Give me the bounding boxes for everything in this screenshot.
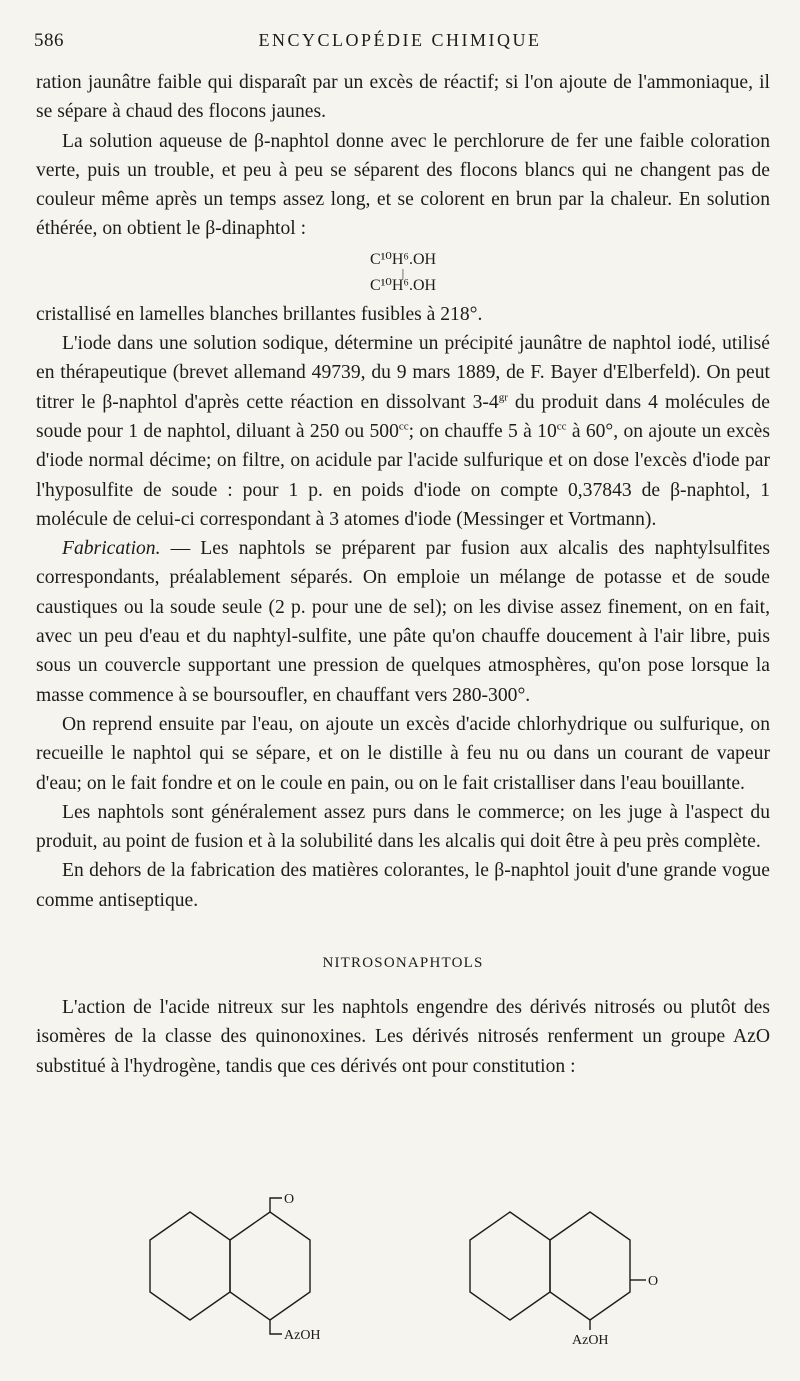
- running-head: ENCYCLOPÉDIE CHIMIQUE: [258, 30, 542, 50]
- paragraph-9: L'action de l'acide nitreux sur les naphtols engendre des dérivés nitrosés ou plutôt des isomères de la classe des quinonoxines. Les dérivés nitrosés renferment un groupe AzO substitué à l'hydrogène, tandis que ces dérivés ont pour constitution :: [36, 997, 770, 1077]
- paragraph-8: En dehors de la fabrication des matières colorantes, le β-naphtol jouit d'une grande vogue comme antiseptique.: [36, 860, 770, 911]
- right-ring-a: [470, 1212, 550, 1320]
- quinonoxime-structures: [120, 1180, 720, 1350]
- page-header: [0, 28, 800, 56]
- section-title: NITROSONAPHTOLS: [322, 955, 484, 972]
- left-o-bond: [270, 1198, 282, 1212]
- paragraph-4-part-b: du produit dans 4 molécules de soude pour 1 de naphtol, diluant à 250 ou 500: [36, 391, 770, 442]
- paragraph-7: Les naphtols sont généralement assez purs dans le commerce; on les juge à l'aspect du produit, au point de fusion et à la solubilité dans les alcalis qui doit être à peu près complète.: [36, 801, 770, 853]
- paragraph-5: [36, 534, 770, 710]
- formula-line-2: C¹⁰H⁶.OH: [369, 276, 437, 294]
- unit-cc-2: cc: [556, 420, 567, 433]
- paragraph-4: [36, 329, 770, 534]
- page-number: 586: [34, 30, 64, 51]
- paragraph-3: cristallisé en lamelles blanches brillantes fusibles à 218°.: [36, 303, 483, 325]
- structure-diagram: [120, 1180, 720, 1350]
- formula-line-1: C¹⁰H⁶.OH: [369, 250, 437, 268]
- paragraph-4-part-c: ; on chauffe 5 à 10: [408, 420, 557, 442]
- unit-gr: gr: [498, 391, 508, 404]
- paragraph-6: On reprend ensuite par l'eau, on ajoute un excès d'acide chlorhydrique ou sulfurique, on recueille le naphtol qui se sépare, et on le distille à feu nu ou dans un courant de vapeur d'eau; on le fait fondre et on le coule en pain, ou on le fait cristalliser dans l'eau bouillante.: [36, 713, 770, 794]
- left-o-label: O: [284, 1192, 295, 1207]
- dinaphtol-formula: [36, 250, 770, 296]
- paragraph-2: La solution aqueuse de β-naphtol donne avec le perchlorure de fer une faible coloration verte, puis un trouble, et peu à peu se séparent des flocons blancs qui ne changent pas de couleur même après un temps assez long, et se colorent en brun par la chaleur. En solution éthérée, on obtient le β-dinaphtol :: [36, 130, 770, 240]
- formula-bond: |: [401, 265, 405, 280]
- right-o-label: O: [648, 1274, 659, 1289]
- unit-cc-1: cc: [398, 420, 409, 433]
- paragraph-4-part-d: à 60°, on ajoute un excès d'iode normal décime; on filtre, on acidule par l'acide sulfurique et on dose l'excès d'iode par l'hyposulfite de soude : pour 1 p. en poids d'iode on compte 0,37843 de β-naphtol, 1 molécule de celui-ci correspondant à 3 atomes d'iode (Messinger et Vortmann).: [36, 420, 770, 530]
- right-ring-b: [550, 1212, 630, 1320]
- body-text: [36, 68, 770, 1081]
- paragraph-5-text: — Les naphtols se préparent par fusion aux alcalis des naphtylsulfites correspondants, préalablement séparés. On emploie un mélange de potasse et de soude caustiques ou la soude seule (2 p. pour une de sel); on les divise assez finement, on en fait, avec un peu d'eau et du naphtyl-sulfite, une pâte qu'on chauffe doucement à l'air libre, puis sous un couvercle supportant une pression de quelques atmosphères, qu'on pose lorsque la masse commence à se boursoufler, en chauffant vers 280-300°.: [36, 538, 770, 706]
- left-ring-a: [150, 1212, 230, 1320]
- paragraph-4-part-a: L'iode dans une solution sodique, détermine un précipité jaunâtre de naphtol iodé, utilisé en thérapeutique (brevet allemand 49739, du 9 mars 1889, de F. Bayer d'Elberfeld). On peut titrer le β-naphtol d'après cette réaction en dissolvant 3-4: [36, 333, 770, 413]
- right-azoh-label: AzOH: [572, 1333, 609, 1348]
- paragraph-1: ration jaunâtre faible qui disparaît par un excès de réactif; si l'on ajoute de l'ammoniaque, il se sépare à chaud des flocons jaunes.: [36, 72, 770, 123]
- left-azoh-bond: [270, 1320, 282, 1334]
- left-azoh-label: AzOH: [284, 1328, 321, 1343]
- left-ring-b: [230, 1212, 310, 1320]
- fabrication-label: Fabrication.: [62, 538, 161, 560]
